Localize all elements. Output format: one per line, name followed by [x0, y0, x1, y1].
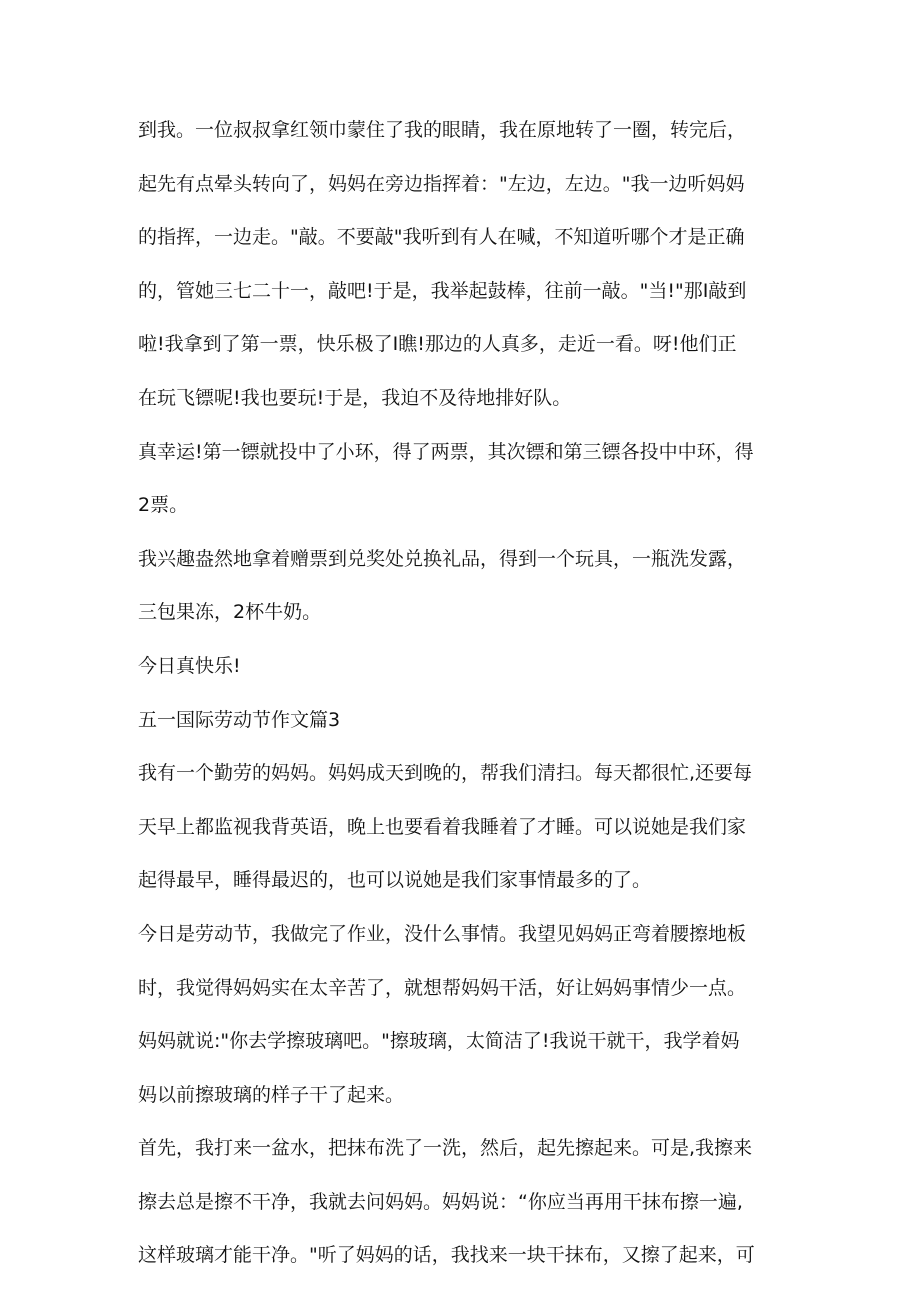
paragraph-line: 天早上都监视我背英语，晚上也要看着我睡着了才睡。可以说她是我们家 [138, 815, 747, 838]
paragraph-line: 时，我觉得妈妈实在太辛苦了，就想帮妈妈干活，好让妈妈事情少一点。 [138, 976, 747, 999]
paragraph-line: 起先有点晕头转向了，妈妈在旁边指挥着："左边，左边。"我一边听妈妈 [138, 172, 745, 195]
paragraph-line: 今日是劳动节，我做完了作业，没什么事情。我望见妈妈正弯着腰擦地板 [138, 922, 747, 945]
paragraph-line: 三包果冻，2杯牛奶。 [138, 601, 322, 624]
paragraph-line: 啦!我拿到了第一票，快乐极了I瞧!那边的人真多，走近一看。呀!他们正 [138, 333, 737, 356]
document-body [138, 104, 798, 1283]
paragraph-line: 真幸运!第一镖就投中了小环，得了两票，其次镖和第三镖各投中中环，得 [138, 440, 754, 463]
paragraph-line: 到我。一位叔叔拿红领巾蒙住了我的眼睛，我在原地转了一圈，转完后， [138, 119, 747, 141]
paragraph-line: 我有一个勤劳的妈妈。妈妈成天到晚的，帮我们清扫。每天都很忙,还要每 [138, 762, 753, 785]
paragraph-line: 起得最早，睡得最迟的，也可以说她是我们家事情最多的了。 [138, 869, 652, 892]
paragraph-line: 我兴趣盎然地拿着赠票到兑奖处兑换礼品，得到一个玩具，一瓶洗发露， [138, 547, 747, 570]
paragraph-line: 今日真快乐! [138, 654, 241, 677]
paragraph-line: 擦去总是擦不干净，我就去问妈妈。妈妈说：“你应当再用干抹布擦一遍, [138, 1190, 743, 1213]
section-heading: 五一国际劳动节作文篇3 [138, 708, 341, 731]
paragraph-line: 2票。 [138, 494, 189, 517]
paragraph-line: 在玩飞镖呢!我也要玩!于是，我迫不及待地排好队。 [138, 386, 572, 409]
paragraph-line: 的，管她三七二十一，敲吧!于是，我举起鼓棒，往前一敲。"当!"那I敲到 [138, 279, 747, 302]
paragraph-line: 首先，我打来一盆水，把抹布洗了一洗，然后，起先擦起来。可是,我擦来 [138, 1137, 753, 1160]
paragraph-line: 妈妈就说:"你去学擦玻璃吧。"擦玻璃，太简洁了!我说干就干，我学着妈 [138, 1030, 740, 1053]
paragraph-line: 妈以前擦玻璃的样子干了起来。 [138, 1083, 405, 1106]
paragraph-line: 这样玻璃才能干净。"听了妈妈的话，我找来一块干抹布，又擦了起来，可 [138, 1244, 755, 1267]
paragraph-line: 的指挥，一边走。"敲。不要敲"我听到有人在喊，不知道听哪个才是正确 [138, 226, 745, 249]
